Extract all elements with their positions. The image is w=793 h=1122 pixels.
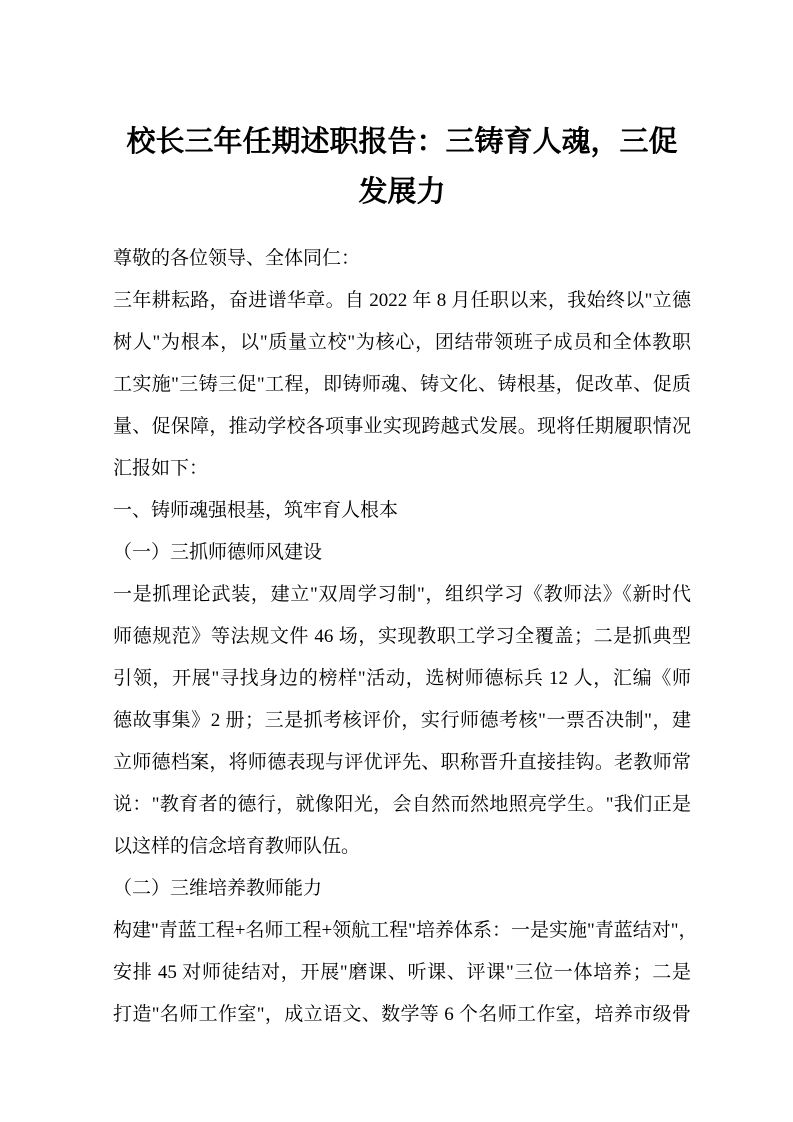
title-line: 发展力 [358,176,446,208]
text-line: 立师德档案，将师德表现与评优评先、职称晋升直接挂钩。老教师常 [113,752,691,773]
title-line: 校长三年任期述职报告：三铸育人魂，三促 [126,126,678,158]
text-line: （一）三抓师德师风建设 [113,542,323,563]
text-line: 引领，开展"寻找身边的榜样"活动，选树师德标兵 12 人，汇编《师 [113,668,691,689]
text-line: 树人"为根本，以"质量立校"为核心，团结带领班子成员和全体教职 [113,332,691,353]
text-line: 打造"名师工作室"，成立语文、数学等 6 个名师工作室，培养市级骨 [113,1004,691,1025]
text-line: 量、促保障，推动学校各项事业实现跨越式发展。现将任期履职情况 [113,416,691,437]
text-line: 尊敬的各位领导、全体同仁： [113,248,361,269]
text-line: 工实施"三铸三促"工程，即铸师魂、铸文化、铸根基，促改革、促质 [113,374,691,395]
text-line: 一、铸师魂强根基，筑牢育人根本 [113,500,399,521]
document-content [113,0,698,1036]
text-line: 汇报如下： [113,458,209,479]
text-line: 德故事集》2 册；三是抓考核评价，实行师德考核"一票否决制"，建 [113,710,691,731]
text-line: 说："教育者的德行，就像阳光，会自然而然地照亮学生。"我们正是 [113,794,691,815]
document-title [113,0,691,217]
text-line: 安排 45 对师徒结对，开展"磨课、听课、评课"三位一体培养；二是 [113,962,691,983]
text-line: 三年耕耘路，奋进谱华章。自 2022 年 8 月任职以来，我始终以"立德 [113,290,691,311]
text-line: 师德规范》等法规文件 46 场，实现教职工学习全覆盖；二是抓典型 [113,626,691,647]
text-line: 以这样的信念培育教师队伍。 [113,836,361,857]
document-body [113,238,698,1036]
text-line: （二）三维培养教师能力 [113,878,323,899]
text-line: 一是抓理论武装，建立"双周学习制"，组织学习《教师法》《新时代 [113,584,691,605]
text-line: 构建"青蓝工程+名师工程+领航工程"培养体系：一是实施"青蓝结对"， [113,920,698,941]
